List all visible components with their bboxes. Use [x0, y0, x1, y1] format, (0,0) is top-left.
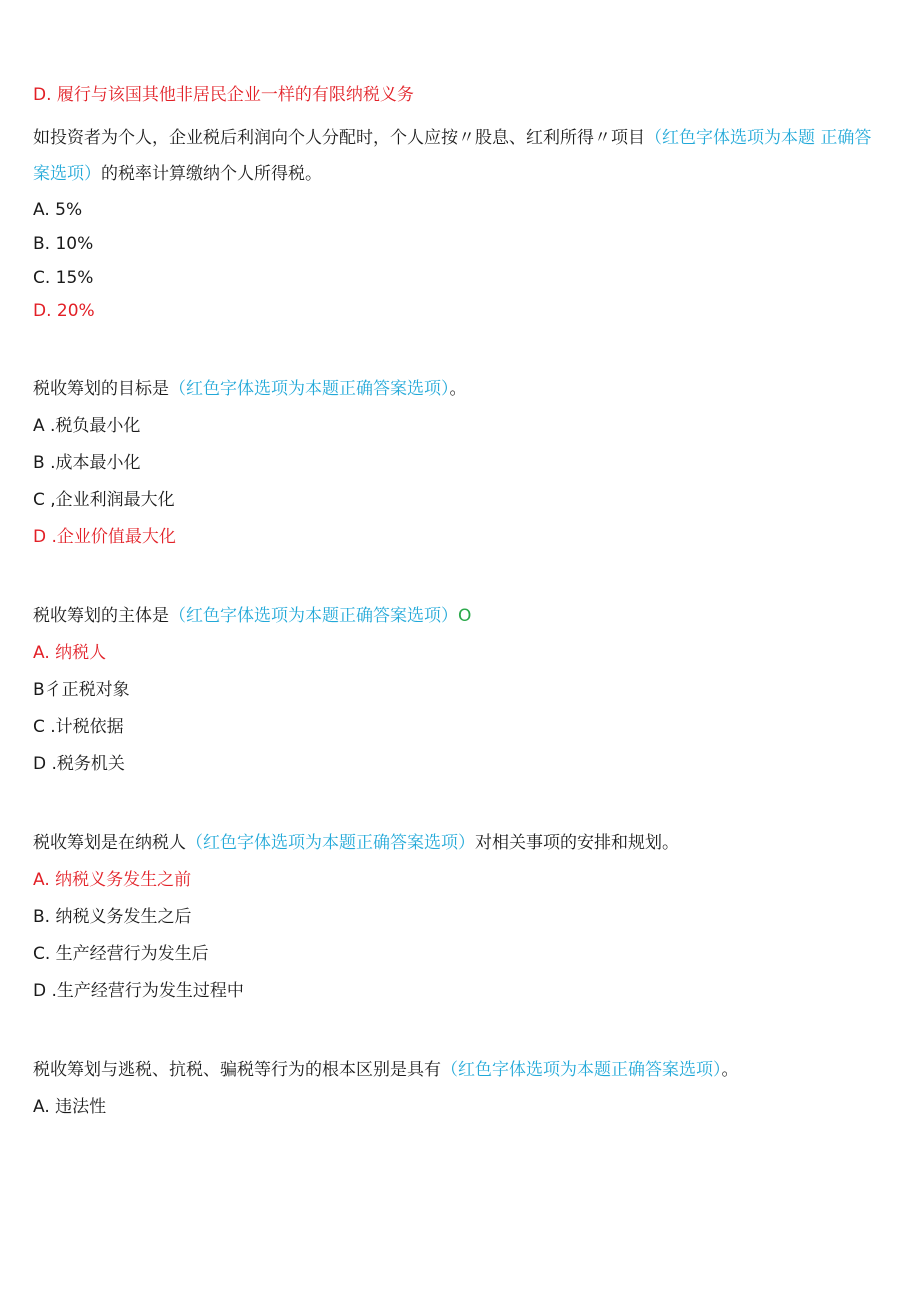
q4-option-a-correct: A. 纳税义务发生之前 — [33, 870, 192, 890]
q4-stem — [33, 832, 679, 854]
q2-option-b: B .成本最小化 — [33, 453, 141, 473]
q2-hint: （红色字体选项为本题正确答案选项） — [169, 379, 450, 399]
q3-stem — [33, 605, 471, 627]
q2-option-a: A .税负最小化 — [33, 416, 141, 436]
q1-hint: （红色字体选项为本题 正确答案选项） — [33, 128, 872, 184]
q1-option-b: B. 10% — [33, 234, 94, 254]
q1-option-d-correct: D. 20% — [33, 301, 95, 321]
q3-option-b: B彳正税对象 — [33, 680, 130, 700]
q1-stem-end: 的税率计算缴纳个人所得税。 — [101, 164, 322, 184]
q2-option-c: C ,企业利润最大化 — [33, 490, 175, 510]
q3-hint: （红色字体选项为本题正确答案选项） — [169, 606, 458, 626]
q2-option-d-correct: D .企业价值最大化 — [33, 527, 176, 547]
q5-stem — [33, 1059, 739, 1081]
q5-stem-end: 。 — [721, 1060, 739, 1080]
q2-stem-text: 税收筹划的目标是 — [33, 379, 169, 399]
q4-stem-end: 对相关事项的安排和规划。 — [475, 833, 679, 853]
q2-stem — [33, 378, 467, 400]
q4-hint: （红色字体选项为本题正确答案选项） — [186, 833, 475, 853]
q5-hint: （红色字体选项为本题正确答案选项） — [441, 1060, 722, 1080]
q3-option-a-correct: A. 纳税人 — [33, 643, 107, 663]
q0-option-d-correct: D. 履行与该国其他非居民企业一样的有限纳税义务 — [33, 85, 414, 105]
q4-option-b: B. 纳税义务发生之后 — [33, 907, 192, 927]
q4-option-d: D .生产经营行为发生过程中 — [33, 981, 244, 1001]
q4-option-c: C. 生产经营行为发生后 — [33, 944, 209, 964]
q3-stem-text: 税收筹划的主体是 — [33, 606, 169, 626]
q3-option-d: D .税务机关 — [33, 754, 125, 774]
q5-option-a: A. 违法性 — [33, 1097, 107, 1117]
q3-option-c: C .计税依据 — [33, 717, 124, 737]
q1-option-c: C. 15% — [33, 268, 94, 288]
q3-stem-end: O — [458, 606, 472, 626]
q1-stem — [33, 120, 883, 192]
q4-stem-text: 税收筹划是在纳税人 — [33, 833, 186, 853]
q2-stem-end: 。 — [449, 379, 467, 399]
q1-option-a: A. 5% — [33, 200, 83, 220]
q5-stem-text: 税收筹划与逃税、抗税、骗税等行为的根本区别是具有 — [33, 1060, 441, 1080]
q1-stem-text: 如投资者为个人，企业税后利润向个人分配时，个人应按〃股息、红利所得〃项目 — [33, 128, 645, 148]
